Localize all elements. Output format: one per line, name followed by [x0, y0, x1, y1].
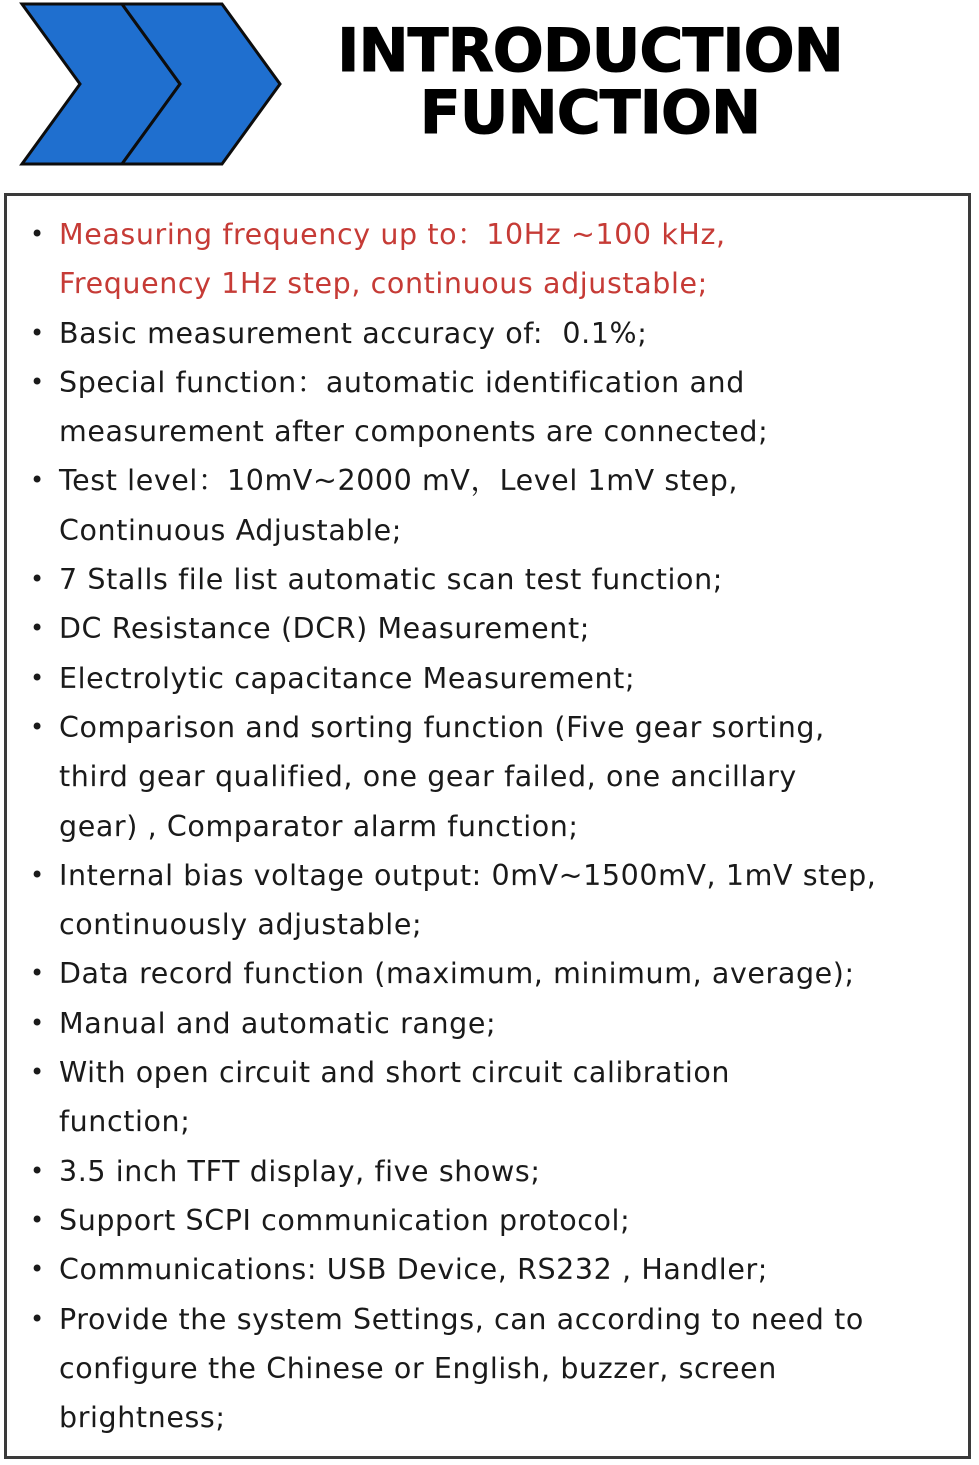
bullet-icon: •: [30, 1205, 45, 1234]
feature-line: DC Resistance (DCR) Measurement;: [59, 612, 590, 646]
bullet-icon: •: [30, 860, 45, 889]
feature-line: Provide the system Settings, can according to need to: [59, 1302, 864, 1336]
feature-line: Frequency 1Hz step, continuous adjustable;: [59, 267, 708, 301]
feature-line: With open circuit and short circuit calibration: [59, 1056, 731, 1090]
feature-item: [7, 654, 876, 703]
feature-item: [7, 949, 876, 998]
feature-item: [7, 309, 876, 358]
bullet-icon: •: [30, 318, 45, 347]
feature-line: configure the Chinese or English, buzzer, screen: [59, 1351, 777, 1385]
bullet-icon: •: [30, 220, 45, 248]
feature-line: Continuous Adjustable;: [59, 513, 402, 547]
feature-item: [7, 210, 876, 309]
bullet-icon: •: [30, 565, 45, 594]
feature-line: brightness;: [59, 1401, 226, 1435]
bullet-icon: •: [30, 367, 45, 396]
feature-line: Basic measurement accuracy of: 0.1%;: [59, 316, 648, 350]
header: [0, 0, 979, 180]
feature-item: [7, 456, 876, 555]
feature-list: [7, 210, 876, 1442]
page-title: [300, 16, 880, 148]
feature-item: [7, 851, 876, 950]
bullet-icon: •: [30, 614, 45, 643]
feature-line: Electrolytic capacitance Measurement;: [59, 661, 636, 695]
feature-line: Measuring frequency up to：10Hz ~100 kHz,: [59, 218, 726, 251]
feature-item: [7, 1048, 876, 1147]
feature-item: [7, 1245, 876, 1294]
feature-line: Manual and automatic range;: [59, 1006, 497, 1040]
feature-box: [4, 193, 971, 1459]
feature-item: [7, 1295, 876, 1443]
feature-line: Internal bias voltage output: 0mV~1500mV, 1mV step,: [59, 858, 877, 892]
feature-line: 3.5 inch TFT display, five shows;: [59, 1154, 541, 1188]
feature-line: Special function：automatic identification and: [59, 365, 745, 399]
title-line-2: FUNCTION: [419, 78, 761, 148]
feature-line: measurement after components are connected;: [59, 415, 769, 449]
bullet-icon: •: [30, 1255, 45, 1284]
feature-line: continuously adjustable;: [59, 908, 423, 942]
bullet-icon: •: [30, 712, 45, 741]
feature-line: Support SCPI communication protocol;: [59, 1203, 631, 1237]
feature-item: [7, 604, 876, 653]
feature-item: [7, 555, 876, 604]
feature-line: Data record function (maximum, minimum, average);: [59, 957, 855, 991]
feature-item: [7, 1147, 876, 1196]
feature-line: gear) , Comparator alarm function;: [59, 809, 579, 843]
feature-item: [7, 1196, 876, 1245]
bullet-icon: •: [30, 1008, 45, 1037]
title-line-1: INTRODUCTION: [337, 16, 843, 86]
bullet-icon: •: [30, 1304, 45, 1333]
feature-line: function;: [59, 1105, 191, 1139]
feature-line: Communications: USB Device, RS232 , Handler;: [59, 1253, 768, 1287]
bullet-icon: •: [30, 1156, 45, 1185]
feature-line: 7 Stalls file list automatic scan test function;: [59, 563, 723, 597]
bullet-icon: •: [30, 1058, 45, 1087]
feature-item: [7, 999, 876, 1048]
bullet-icon: •: [30, 959, 45, 988]
feature-line: Test level：10mV~2000 mV，Level 1mV step,: [59, 464, 739, 498]
bullet-icon: •: [30, 466, 45, 495]
feature-item: [7, 703, 876, 851]
feature-item: [7, 358, 876, 457]
bullet-icon: •: [30, 663, 45, 692]
double-chevron-right-icon: [18, 2, 283, 166]
feature-line: third gear qualified, one gear failed, one ancillary: [59, 760, 797, 794]
feature-line: Comparison and sorting function (Five gear sorting,: [59, 710, 825, 744]
